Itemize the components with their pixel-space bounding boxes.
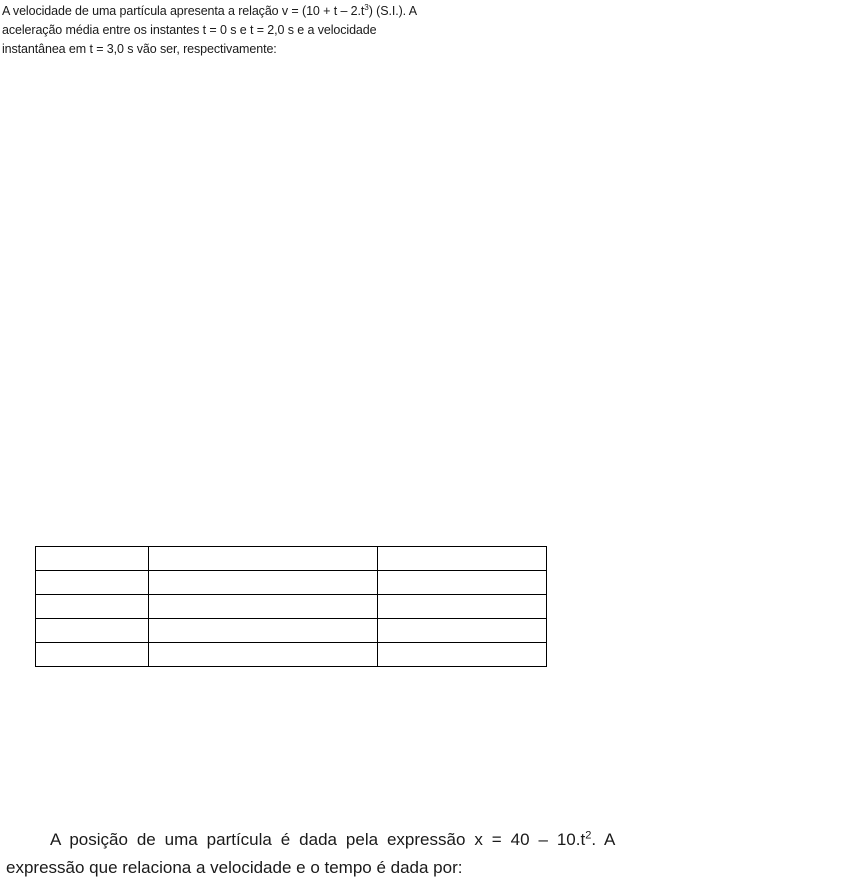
question-1-text — [2, 2, 642, 59]
table-cell — [36, 547, 149, 571]
question-1-line-1: A velocidade de uma partícula apresenta a relação $v = (10 + t - 2.t^3)$ (S.I.). A — [2, 2, 417, 18]
table-cell — [36, 595, 149, 619]
table-cell — [378, 547, 547, 571]
table-cell — [36, 619, 149, 643]
table-cell — [378, 571, 547, 595]
table-cell — [378, 595, 547, 619]
table-cell — [36, 643, 149, 667]
table-cell — [149, 619, 378, 643]
table-row — [36, 547, 547, 571]
question-2-line-2: expressão que relaciona a velocidade e o tempo é dada por: — [6, 858, 463, 877]
table-cell — [149, 547, 378, 571]
table-cell — [36, 571, 149, 595]
table-row — [36, 643, 547, 667]
table-cell — [149, 643, 378, 667]
question-2-text — [0, 826, 845, 882]
table-cell — [149, 571, 378, 595]
question-1-line-2: aceleração média entre os instantes t = 0 s e t = 2,0 s e a velocidade — [2, 23, 377, 37]
question-1-line-3: instantânea em t = 3,0 s vão ser, respectivamente: — [2, 42, 277, 56]
table-cell — [378, 643, 547, 667]
table-row — [36, 571, 547, 595]
table-row — [36, 619, 547, 643]
empty-answer-table — [35, 546, 547, 667]
question-2-line-1: A posição de uma partícula é dada pela expressão $x = 40 - 10.t^2$. A — [50, 829, 616, 849]
table-cell — [378, 619, 547, 643]
table-row — [36, 595, 547, 619]
table-cell — [149, 595, 378, 619]
